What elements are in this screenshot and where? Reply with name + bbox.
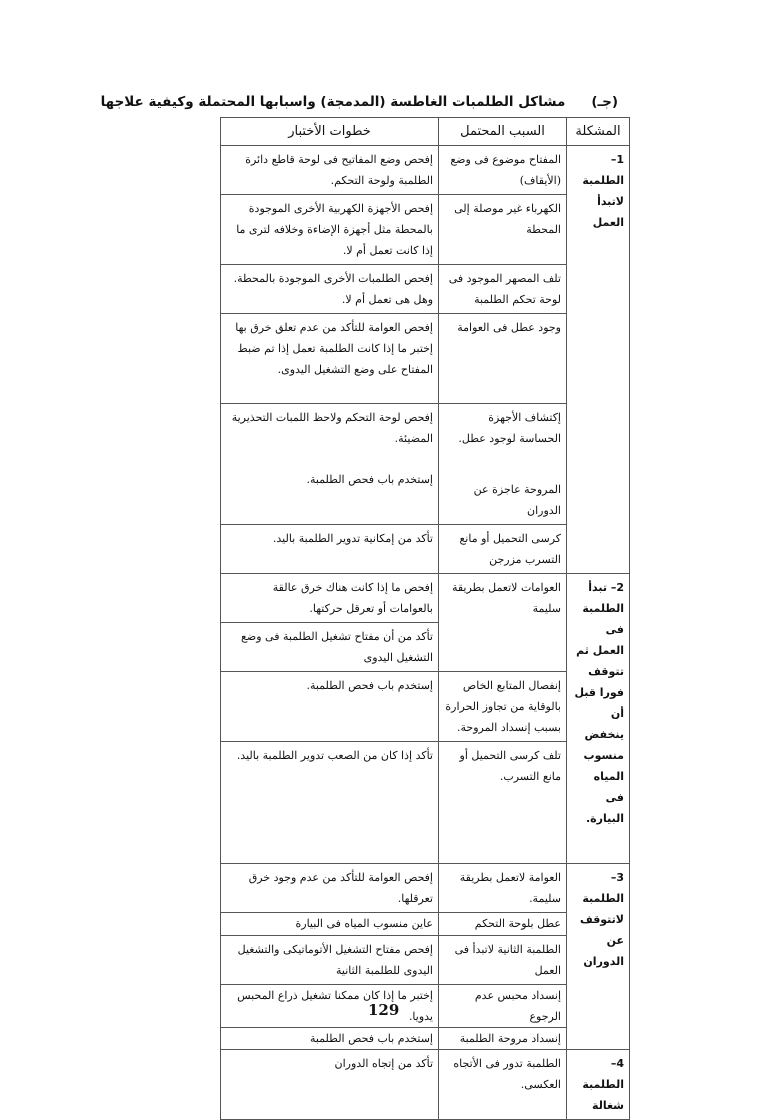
page-number: 129 <box>368 1001 400 1019</box>
cause-cell: كرسى التحميل أو مانع التسرب مزرجن <box>439 525 567 574</box>
cause-cell: عطل بلوحة التحكم <box>439 913 567 936</box>
header-cause: السبب المحتمل <box>439 118 567 146</box>
cause-cell: العوامات لاتعمل بطريقة سليمة <box>439 574 567 672</box>
cause-text: إكتشاف الأجهزة الحساسة لوجود عطل. <box>458 411 561 445</box>
section-title <box>101 94 618 110</box>
section-title-text: مشاكل الطلمبات الغاطسة (المدمجة) واسبابها المحتملة وكيفية علاجها <box>100 94 566 110</box>
cause-cell: المفتاح موضوع فى وضع (الأيقاف) <box>439 146 567 195</box>
problem-cell: 1–الطلمبة لاتبدأ العمل <box>567 146 630 574</box>
header-steps: خطوات الأختبار <box>221 118 439 146</box>
cause-cell: العوامة لاتعمل بطريقة سليمة. <box>439 864 567 913</box>
header-problem: المشكلة <box>567 118 630 146</box>
cause-cell: وجود عطل فى العوامة <box>439 314 567 404</box>
steps-cell: إفحص الأجهزة الكهربية الأخرى الموجودة بالمحطة مثل أجهزة الإضاءة وخلافه لترى ما إذا كانت تعمل أم لا. <box>221 195 439 265</box>
table-header-row <box>221 118 630 146</box>
steps-cell: إفحص العوامة للتأكد من عدم تعلق خرق بها إختبر ما إذا كانت الطلمبة تعمل إذا تم ضبط المفتاح على وضع التشغيل اليدوى. <box>221 314 439 404</box>
cause-cell: إنسداد مروحة الطلمبة <box>439 1028 567 1050</box>
steps-cell: عاين منسوب المياه فى البيارة <box>221 913 439 936</box>
steps-cell: إفحص ما إذا كانت هناك خرق عالقة بالعوامات أو تعرقل حركتها. <box>221 574 439 623</box>
cause-cell <box>439 404 567 525</box>
steps-text: إستخدم باب فحص الطلمبة. <box>306 473 433 486</box>
cause-cell: الكهرباء غير موصلة إلى المحطة <box>439 195 567 265</box>
steps-cell: إستخدم باب فحص الطلمبة <box>221 1028 439 1050</box>
steps-cell: تأكد من أن مفتاح تشغيل الطلمبة فى وضع التشغيل اليدوى <box>221 623 439 672</box>
steps-cell: تأكد إذا كان من الصعب تدوير الطلمبة باليد. <box>221 742 439 864</box>
problem-cell: 4– الطلمبة شغالة <box>567 1050 630 1120</box>
cause-cell: إنفصال المتابع الخاص بالوقاية من تجاوز الحرارة بسبب إنسداد المروحة. <box>439 672 567 742</box>
cause-cell: تلف كرسى التحميل أو مانع التسرب. <box>439 742 567 864</box>
problem-cell: 2– تبدأ الطلمبة فى العمل ثم تتوقف فورا قبل أن ينخفض منسوب المياه فى البيارة. <box>567 574 630 864</box>
steps-text: إفحص لوحة التحكم ولاحظ اللمبات التحذيرية المضيئة. <box>231 411 433 445</box>
table-row <box>221 574 630 623</box>
steps-cell: إفحص وضع المفاتيح فى لوحة قاطع دائرة الطلمبة ولوحة التحكم. <box>221 146 439 195</box>
table-row <box>221 864 630 913</box>
steps-cell <box>221 404 439 525</box>
cause-text: المروحة عاجزة عن الدوران <box>473 483 561 517</box>
troubleshooting-table <box>220 117 630 1120</box>
steps-cell: إستخدم باب فحص الطلمبة. <box>221 672 439 742</box>
table-row <box>221 1050 630 1120</box>
cause-cell: تلف المصهر الموجود فى لوحة تحكم الطلمبة <box>439 265 567 314</box>
steps-cell: إفحص الطلمبات الأخرى الموجودة بالمحطة. وهل هى تعمل أم لا. <box>221 265 439 314</box>
steps-cell: إختبر ما إذا كان ممكنا تشغيل ذراع المحبس يدويا. <box>221 985 439 1028</box>
problem-cell: 3– الطلمبة لاتتوقف عن الدوران <box>567 864 630 1050</box>
steps-cell: تأكد من إتجاه الدوران <box>221 1050 439 1120</box>
steps-cell: إفحص العوامة للتأكد من عدم وجود خرق تعرقلها. <box>221 864 439 913</box>
cause-cell: الطلمبة الثانية لاتبدأ فى العمل <box>439 936 567 985</box>
cause-cell: الطلمبة تدور فى الأتجاه العكسى. <box>439 1050 567 1120</box>
steps-cell: تأكد من إمكانية تدوير الطلمبة باليد. <box>221 525 439 574</box>
cause-cell: إنسداد محبس عدم الرجوع <box>439 985 567 1028</box>
section-label: (جـ) <box>591 94 618 110</box>
table-row <box>221 146 630 195</box>
steps-cell: إفحص مفتاح التشغيل الأتوماتيكى والتشغيل اليدوى للطلمبة الثانية <box>221 936 439 985</box>
